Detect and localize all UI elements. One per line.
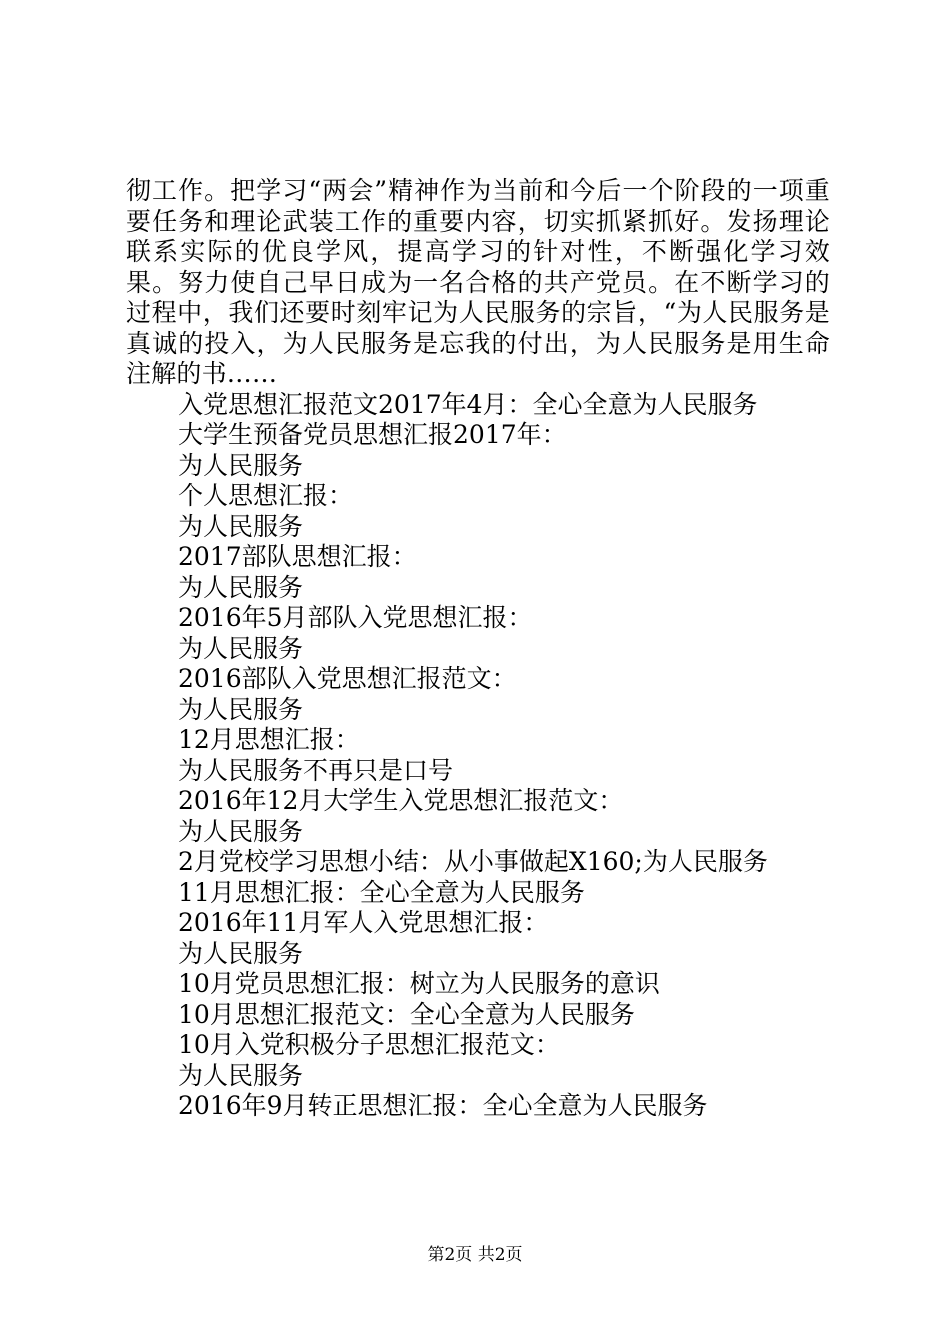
- list-item: 2016年9月转正思想汇报：全心全意为人民服务: [178, 1091, 708, 1120]
- body-paragraph: 彻工作。把学习“两会”精神作为当前和今后一个阶段的一项重要任务和理论武装工作的重要内容，切实抓紧抓好。发扬理论联系实际的优良学风，提高学习的针对性，不断强化学习效果。努力使自己早日成为一名合格的共产党员。在不断学习的过程中，我们还要时刻牢记为人民服务的宗旨，“为人民服务是真诚的投入，为人民服务是忘我的付出，为人民服务是用生命注解的书……: [126, 176, 830, 388]
- list-item: 2017部队思想汇报：: [178, 542, 417, 571]
- page-number-label: 第2页 共2页: [427, 1245, 523, 1265]
- list-item: 为人民服务: [178, 938, 304, 968]
- list-item: 为人民服务不再只是口号: [178, 755, 454, 785]
- list-item: 为人民服务: [178, 694, 304, 724]
- list-item: 11月思想汇报：全心全意为人民服务: [178, 877, 585, 907]
- list-item: 为人民服务: [178, 450, 304, 480]
- list-item: 2016部队入党思想汇报范文：: [178, 664, 517, 693]
- list-item: 入党思想汇报范文2017年4月：全心全意为人民服务: [178, 389, 758, 419]
- list-item: 为人民服务: [178, 633, 304, 663]
- list-item: 2016年12月大学生入党思想汇报范文：: [178, 786, 624, 815]
- list-item: 个人思想汇报：: [178, 481, 354, 510]
- list-item: 2016年5月部队入党思想汇报：: [178, 603, 533, 632]
- list-item: 为人民服务: [178, 511, 304, 541]
- list-item: 10月入党积极分子思想汇报范文：: [178, 1030, 560, 1059]
- list-item: 10月思想汇报范文：全心全意为人民服务: [178, 999, 635, 1029]
- document-body: [126, 176, 830, 1122]
- list-item: 为人民服务: [178, 572, 304, 602]
- list-item: 10月党员思想汇报：树立为人民服务的意识: [178, 969, 660, 998]
- list-item: 2016年11月军人入党思想汇报：: [178, 908, 549, 937]
- page-footer: [0, 1245, 950, 1265]
- list-item: 为人民服务: [178, 1060, 304, 1090]
- article-title-list: [126, 390, 830, 1122]
- list-item: 为人民服务: [178, 816, 304, 846]
- list-item: 大学生预备党员思想汇报2017年：: [178, 420, 567, 449]
- list-item: 12月思想汇报：: [178, 725, 360, 754]
- list-item: 2月党校学习思想小结：从小事做起X160;为人民服务: [178, 847, 768, 876]
